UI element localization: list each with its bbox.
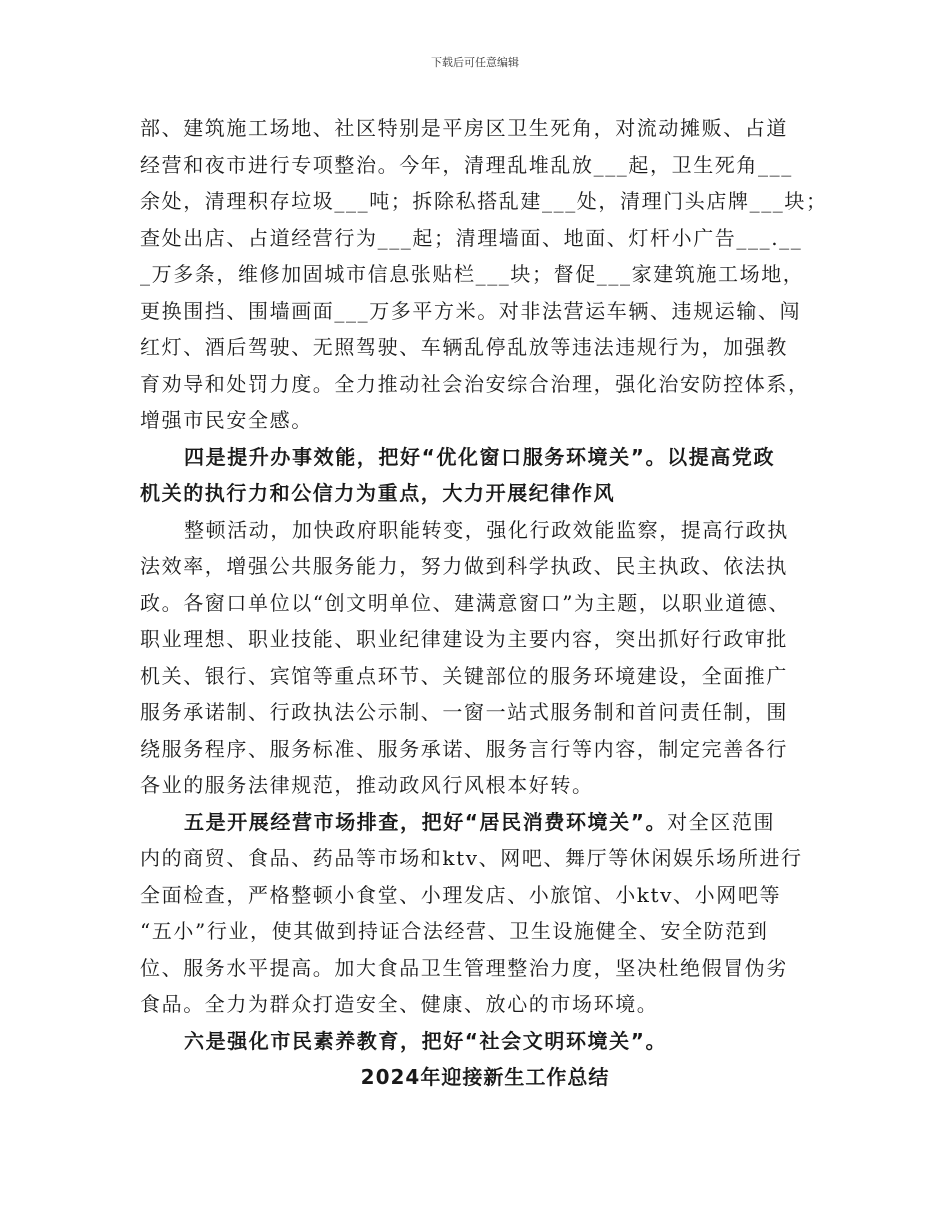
body-line: [140, 658, 830, 695]
body-line: [140, 475, 830, 512]
body-line: [140, 439, 830, 476]
body-line-text: 经营和夜市进行专项整治。今年，清理乱堆乱放___起，卫生死角___: [140, 152, 793, 177]
page-header: 下载后可任意编辑: [431, 56, 519, 69]
body-line-text: 位、服务水平提高。加大食品卫生管理整治力度，坚决杜绝假冒伪劣: [140, 955, 788, 980]
document-title: 2024年迎接新生工作总结: [360, 1065, 610, 1089]
body-line-text: 五是开展经营市场排查，把好“居民消费环境关”。: [184, 809, 668, 834]
body-line-text: 更换围挡、围墙画面___万多平方米。对非法营运车辆、违规运输、闯: [140, 298, 802, 323]
body-line: [140, 220, 830, 257]
body-line-text: 机关的执行力和公信力为重点，大力开展纪律作风: [140, 481, 616, 505]
body-line: [140, 402, 830, 439]
body-line: [140, 293, 830, 330]
body-line: [140, 147, 830, 184]
body-line-text: 红灯、酒后驾驶、无照驾驶、车辆乱停乱放等违法违规行为，加强教: [140, 335, 788, 359]
body-line-text: _万多条，维修加固城市信息张贴栏___块；督促___家建筑施工场地，: [140, 262, 805, 286]
body-line-text: 六是强化市民素养教育，把好“社会文明环境关”。: [184, 1028, 668, 1053]
body-line: [140, 804, 830, 841]
body-line-text: 绕服务程序、服务标准、服务承诺、服务言行等内容，制定完善各行: [140, 736, 788, 761]
body-line: [140, 1023, 830, 1060]
body-line: [140, 110, 830, 147]
body-line: [140, 694, 830, 731]
body-line-text: 四是提升办事效能，把好“优化窗口服务环境关”。以提高党政: [184, 444, 776, 469]
body-line: [140, 621, 830, 658]
body-line: [140, 256, 830, 293]
body-line: [140, 950, 830, 987]
body-line: [140, 913, 830, 950]
body-line: [140, 329, 830, 366]
body-line-text: 服务承诺制、行政执法公示制、一窗一站式服务制和首问责任制，围: [140, 700, 788, 724]
body-line: [140, 548, 830, 585]
body-line-text: “五小”行业，使其做到持证合法经营、卫生设施健全、安全防范到: [140, 919, 769, 943]
body-line: [140, 512, 830, 549]
body-line-text: 食品。全力为群众打造安全、健康、放心的市场环境。: [140, 992, 659, 1016]
body-line-text: 机关、银行、宾馆等重点环节、关键部位的服务环境建设，全面推广: [140, 663, 788, 688]
body-line-text: 职业理想、职业技能、职业纪律建设为主要内容，突出抓好行政审批: [140, 627, 788, 651]
body-line-text: 增强市民安全感。: [140, 408, 313, 432]
body-line-rest: 对全区范围: [667, 809, 776, 834]
body-line-text: 育劝导和处罚力度。全力推动社会治安综合治理，强化治安防控体系，: [140, 371, 810, 396]
body-line: [140, 877, 830, 914]
body-line-text: 查处出店、占道经营行为___起；清理墙面、地面、灯杆小广告___.__: [140, 225, 803, 250]
body-line-text: 法效率，增强公共服务能力，努力做到科学执政、民主执政、依法执: [140, 554, 788, 578]
body-line: [140, 840, 830, 877]
body-line-text: 全面检查，严格整顿小食堂、小理发店、小旅馆、小ktv、小网吧等: [140, 882, 782, 907]
body-line: [140, 366, 830, 403]
body-line-text: 内的商贸、食品、药品等市场和ktv、网吧、舞厅等休闲娱乐场所进行: [140, 846, 803, 870]
body-line-text: 部、建筑施工场地、社区特别是平房区卫生死角，对流动摊贩、占道: [140, 116, 788, 140]
body-line: [140, 183, 830, 220]
body-line: [140, 731, 830, 768]
document-body: [140, 110, 830, 1096]
body-line: [140, 986, 830, 1023]
body-line-text: 余处，清理积存垃圾___吨；拆除私搭乱建___处，清理门头店牌___块；: [140, 189, 828, 213]
body-line: [140, 585, 830, 622]
body-line-text: 政。各窗口单位以“创文明单位、建满意窗口”为主题，以职业道德、: [140, 590, 791, 615]
body-line-text: 整顿活动，加快政府职能转变，强化行政效能监察，提高行政执: [184, 517, 789, 542]
body-line: [140, 767, 830, 804]
body-line-text: 各业的服务法律规范，推动政风行风根本好转。: [140, 773, 594, 797]
